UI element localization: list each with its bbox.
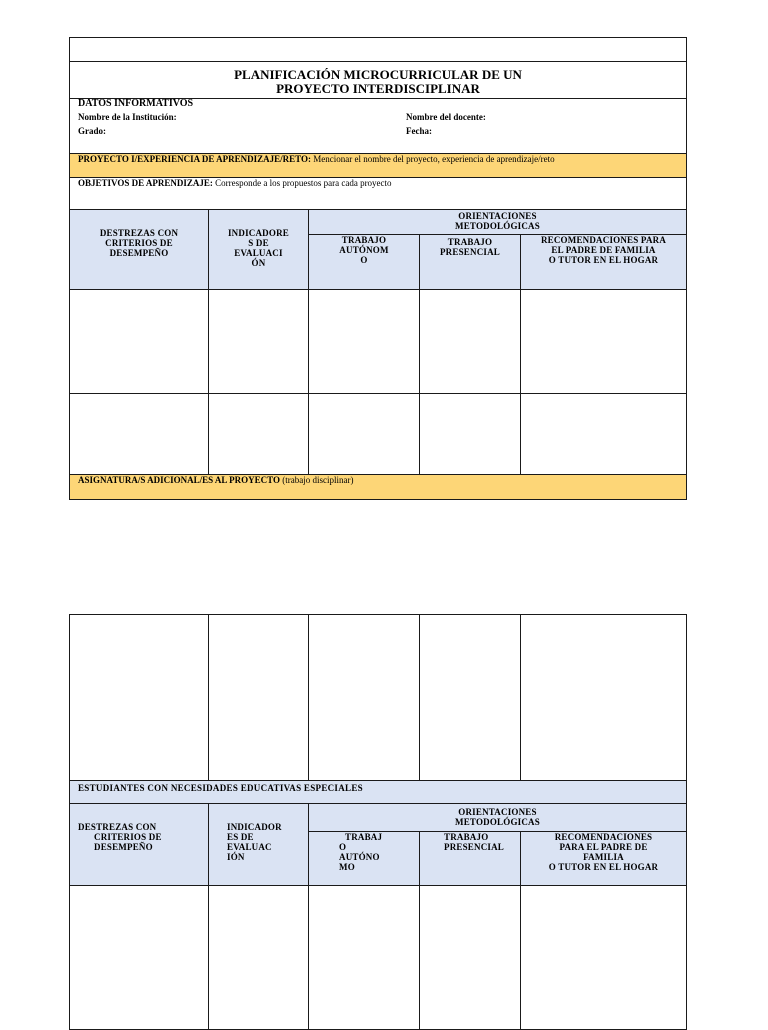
asignatura-label: ASIGNATURA/S ADICIONAL/ES AL PROYECTO xyxy=(78,475,280,485)
t1-indicadores-line3: EVALUACI xyxy=(234,248,283,258)
asignatura-row xyxy=(69,474,687,500)
t1-orientaciones-line2: METODOLÓGICAS xyxy=(455,221,540,231)
t2-destrezas-line2: CRITERIOS DE xyxy=(94,832,162,842)
t1-header-recomendaciones xyxy=(520,234,687,290)
t2-row1-indicadores[interactable] xyxy=(208,885,309,1030)
t2-autonomo-line2: O xyxy=(339,842,347,852)
t2-recomendaciones-line2: PARA EL PADRE DE xyxy=(559,842,648,852)
t1-indicadores-line1: INDICADORE xyxy=(227,228,289,238)
t2-header-indicadores xyxy=(208,803,309,886)
nee-heading: ESTUDIANTES CON NECESIDADES EDUCATIVAS ESPECIALES xyxy=(78,783,363,793)
t1-presencial-line2: PRESENCIAL xyxy=(439,247,500,257)
datos-heading: DATOS INFORMATIVOS xyxy=(78,98,194,109)
t2-row1-recomendaciones[interactable] xyxy=(520,885,687,1030)
t2-recomendaciones-line3: FAMILIA xyxy=(583,852,624,862)
t1-row2-autonomo[interactable] xyxy=(308,393,420,475)
proyecto-row xyxy=(69,153,687,178)
t1-orientaciones-line1: ORIENTACIONES xyxy=(458,211,537,221)
t2-indicadores-line1: INDICADOR xyxy=(227,822,282,832)
t1-row1-autonomo[interactable] xyxy=(308,289,420,394)
proyecto-label: PROYECTO I/EXPERIENCIA DE APRENDIZAJE/RETO: xyxy=(78,154,311,164)
empty-header-row xyxy=(69,37,687,62)
t2-header-autonomo xyxy=(308,831,420,886)
t1-destrezas-line3: DESEMPEÑO xyxy=(109,248,169,258)
planning-table-top xyxy=(69,37,687,500)
t2-row0-destrezas[interactable] xyxy=(69,614,209,781)
t2-row1-destrezas[interactable] xyxy=(69,885,209,1030)
t1-destrezas-line2: CRITERIOS DE xyxy=(105,238,173,248)
t1-header-presencial xyxy=(419,234,521,290)
t2-destrezas-line1: DESTREZAS CON xyxy=(78,822,157,832)
objetivos-row xyxy=(69,177,687,210)
t2-autonomo-line3: AUTÓNO xyxy=(339,852,380,862)
docente-label: Nombre del docente: xyxy=(406,112,486,122)
nee-heading-row xyxy=(69,780,687,804)
t2-indicadores-line4: IÓN xyxy=(227,852,245,862)
t2-presencial-line1: TRABAJO xyxy=(444,832,489,842)
asignatura-hint: (trabajo disciplinar) xyxy=(282,475,354,485)
document-title-line2: PROYECTO INTERDISCIPLINAR xyxy=(276,81,480,96)
proyecto-text xyxy=(78,154,555,165)
t1-presencial-line1: TRABAJO xyxy=(447,237,493,247)
t2-indicadores-line3: EVALUAC xyxy=(227,842,272,852)
planning-table-bottom xyxy=(69,614,687,1024)
t1-indicadores-line2: S DE xyxy=(248,238,269,248)
t1-row2-destrezas[interactable] xyxy=(69,393,209,475)
t2-header-destrezas xyxy=(69,803,209,886)
objetivos-label: OBJETIVOS DE APRENDIZAJE: xyxy=(78,178,213,188)
title-row xyxy=(69,61,687,99)
t2-row1-autonomo[interactable] xyxy=(308,885,420,1030)
t1-autonomo-line1: TRABAJO xyxy=(341,235,387,245)
document-title-line1: PLANIFICACIÓN MICROCURRICULAR DE UN xyxy=(234,67,522,82)
objetivos-hint: Corresponde a los propuestos para cada proyecto xyxy=(215,178,392,188)
proyecto-hint: Mencionar el nombre del proyecto, experiencia de aprendizaje/reto xyxy=(313,154,555,164)
asignatura-text xyxy=(78,475,353,486)
t2-indicadores-line2: ES DE xyxy=(227,832,254,842)
t2-row0-autonomo[interactable] xyxy=(308,614,420,781)
t1-row1-indicadores[interactable] xyxy=(208,289,309,394)
t2-row0-indicadores[interactable] xyxy=(208,614,309,781)
t2-autonomo-line1: TRABAJ xyxy=(345,832,383,842)
t2-header-orientaciones xyxy=(308,803,687,832)
t2-orientaciones-line2: METODOLÓGICAS xyxy=(455,817,540,827)
t1-row2-indicadores[interactable] xyxy=(208,393,309,475)
institucion-label: Nombre de la Institución: xyxy=(78,112,177,122)
t1-header-destrezas xyxy=(69,209,209,290)
objetivos-text xyxy=(78,178,392,189)
t1-autonomo-line3: O xyxy=(360,255,368,265)
t2-row0-presencial[interactable] xyxy=(419,614,521,781)
t1-indicadores-line4: ÓN xyxy=(251,258,266,268)
t2-row0-recomendaciones[interactable] xyxy=(520,614,687,781)
t1-row1-recomendaciones[interactable] xyxy=(520,289,687,394)
t1-recomendaciones-line3: O TUTOR EN EL HOGAR xyxy=(548,255,659,265)
t2-header-presencial xyxy=(419,831,521,886)
t2-presencial-line2: PRESENCIAL xyxy=(444,842,505,852)
t1-row1-destrezas[interactable] xyxy=(69,289,209,394)
t2-header-recomendaciones xyxy=(520,831,687,886)
t1-header-indicadores xyxy=(208,209,309,290)
t2-recomendaciones-line4: O TUTOR EN EL HOGAR xyxy=(548,862,659,872)
t1-destrezas-line1: DESTREZAS CON xyxy=(99,228,179,238)
t2-autonomo-line4: MO xyxy=(339,862,355,872)
t2-row1-presencial[interactable] xyxy=(419,885,521,1030)
t1-row1-presencial[interactable] xyxy=(419,289,521,394)
t1-autonomo-line2: AUTÓNOM xyxy=(339,245,389,255)
t1-recomendaciones-line1: RECOMENDACIONES PARA xyxy=(540,235,667,245)
t1-row2-recomendaciones[interactable] xyxy=(520,393,687,475)
grado-label: Grado: xyxy=(78,126,106,136)
t1-header-autonomo xyxy=(308,234,420,290)
t1-recomendaciones-line2: EL PADRE DE FAMILIA xyxy=(551,245,656,255)
t2-destrezas-line3: DESEMPEÑO xyxy=(94,842,153,852)
t2-orientaciones-line1: ORIENTACIONES xyxy=(458,807,537,817)
t1-row2-presencial[interactable] xyxy=(419,393,521,475)
datos-informativos-row xyxy=(69,98,687,154)
t1-header-orientaciones xyxy=(308,209,687,235)
t2-recomendaciones-line1: RECOMENDACIONES xyxy=(554,832,653,842)
fecha-label: Fecha: xyxy=(406,126,432,136)
